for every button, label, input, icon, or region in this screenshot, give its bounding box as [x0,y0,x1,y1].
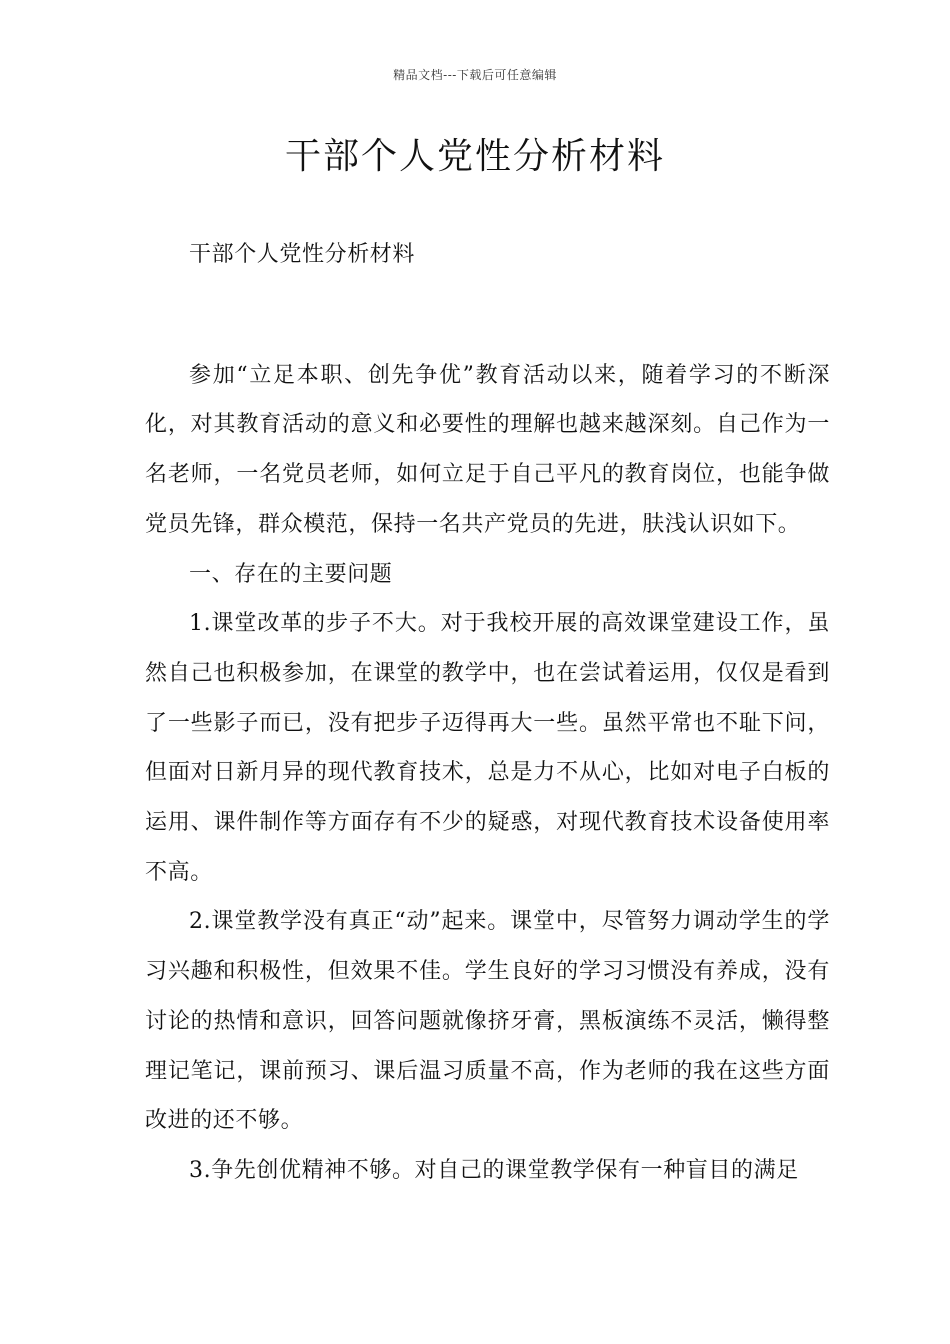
paragraph-problem-2: 2.课堂教学没有真正“动”起来。课堂中，尽管努力调动学生的学习兴趣和积极性，但效果不佳。学生良好的学习习惯没有养成，没有讨论的热情和意识，回答问题就像挤牙膏，黑板演练不灵活，懒得整理记笔记，课前预习、课后温习质量不高，作为老师的我在这些方面改进的还不够。 [145,909,830,1134]
page-header: 精品文档---下载后可任意编辑 [393,68,557,82]
paragraph-problem-3: 3.争先创优精神不够。对自己的课堂教学保有一种盲目的满足 [189,1157,799,1183]
paragraph-problem-1: 1.课堂改革的步子不大。对于我校开展的高效课堂建设工作，虽然自己也积极参加，在课堂的教学中，也在尝试着运用，仅仅是看到了一些影子而已，没有把步子迈得再大一些。虽然平常也不耻下问，但面对日新月异的现代教育技术，总是力不从心，比如对电子白板的运用、课件制作等方面存有不少的疑惑，对现代教育技术设备使用率不高。 [145,611,830,885]
spacer [145,331,830,351]
document-subtitle: 干部个人党性分析材料 [189,242,416,267]
document-title: 干部个人党性分析材料 [284,136,665,177]
section-heading-problems: 一、存在的主要问题 [189,561,393,587]
paragraph-intro: 参加“立足本职、创先争优”教育活动以来，随着学习的不断深化，对其教育活动的意义和必要性的理解也越来越深刻。自己作为一名老师，一名党员老师，如何立足于自己平凡的教育岗位，也能争做党员先锋，群众模范，保持一名共产党员的先进，肤浅认识如下。 [145,362,830,537]
document-body [145,230,830,1196]
